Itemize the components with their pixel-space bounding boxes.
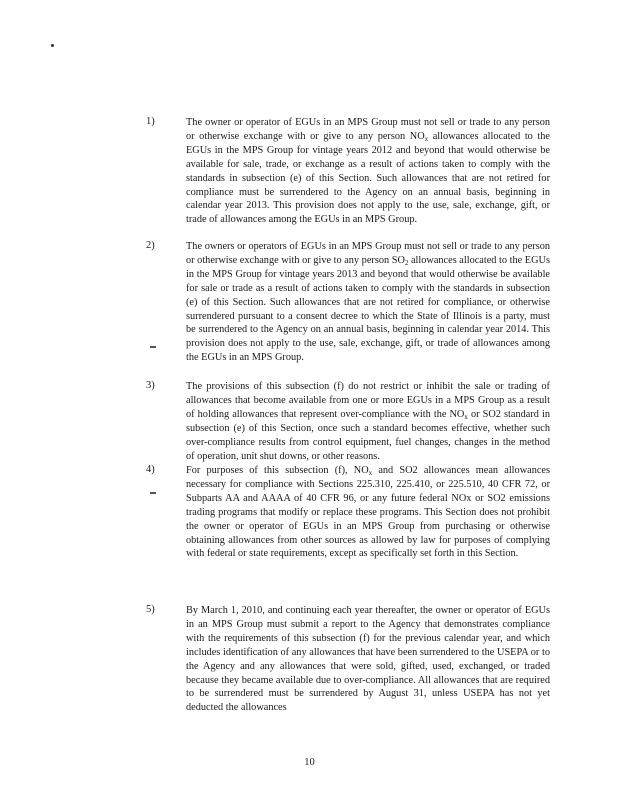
item-number: 2) xyxy=(146,240,155,251)
scan-speck xyxy=(51,44,54,47)
item-number: 5) xyxy=(146,604,155,615)
item-number: 3) xyxy=(146,380,155,391)
margin-tick xyxy=(150,346,156,348)
item-number: 1) xyxy=(146,116,155,127)
item-text: The owners or operators of EGUs in an MPS Group must not sell or trade to any person or otherwise exchange with or give to any person $SO_2$ allowances allocated to the EGUs in the MPS Group for vintage years 2013 and beyond that would otherwise be available for sale or trade as a result of actions taken to comply with the standards in subsection (e) of this Section. Such allowances that are not retired for compliance, or otherwise surrendered pursuant to a consent decree to which the State of Illinois is a party, must be surrendered to the Agency on an annual basis, beginning in calendar year 2014. This provision does not apply to the use, sale, exchange, gift, or trade of allowances among the EGUs in an MPS Group. xyxy=(186,241,550,364)
item-text: For purposes of this subsection (f), $NO_x$ and SO2 allowances mean allowances necessary for compliance with Sections 225.310, 225.410, or 225.510, 40 CFR 72, or Subparts AA and AAAA of 40 CFR 96, or any future federal NOx or SO2 emissions trading programs that modify or replace these programs. This Section does not prohibit the owner or operator of EGUs in an MPS Group from purchasing or otherwise obtaining allowances from other sources as allowed by law for purposes of complying with federal or state requirements, except as specifically set forth in this Section. xyxy=(186,465,550,560)
item-number: 4) xyxy=(146,464,155,475)
item-text: The provisions of this subsection (f) do not restrict or inhibit the sale or trading of allowances that become available from one or more EGUs in a MPS Group as a result of holding allowances that represent over-compliance with the $NO_x$ or SO2 standard in subsection (e) of this Section, once such a standard becomes effective, whether such over-compliance results from control equipment, fuel changes, changes in the method of operation, unit shut downs, or other reasons. xyxy=(186,381,550,462)
page-number: 10 xyxy=(304,757,315,768)
item-text: The owner or operator of EGUs in an MPS Group must not sell or trade to any person or otherwise exchange with or give to any person $NO_x$ allowances allocated to the EGUs in the MPS Group for vintage years 2012 and beyond that would otherwise be available for sale, trade, or exchange as a result of actions taken to comply with the standards in subsection (e) of this Section. Such allowances that are not retired for compliance must be surrendered to the Agency on an annual basis, beginning in calendar year 2013. This provision does not apply to the use, sale, exchange, gift, or trade of allowances among the EGUs in an MPS Group. xyxy=(186,117,551,226)
margin-tick xyxy=(150,492,156,494)
item-text: By March 1, 2010, and continuing each year thereafter, the owner or operator of EGUs in an MPS Group must submit a report to the Agency that demonstrates compliance with the requirements of this subsection (f) for the previous calendar year, and which includes identification of any allowances that have been surrendered to the USEPA or to the Agency and any allowances that were sold, gifted, used, exchanged, or traded because they became available due to over-compliance. All allowances that are required to be surrendered must be surrendered by August 31, unless USEPA has not yet deducted the allowances xyxy=(186,605,550,714)
